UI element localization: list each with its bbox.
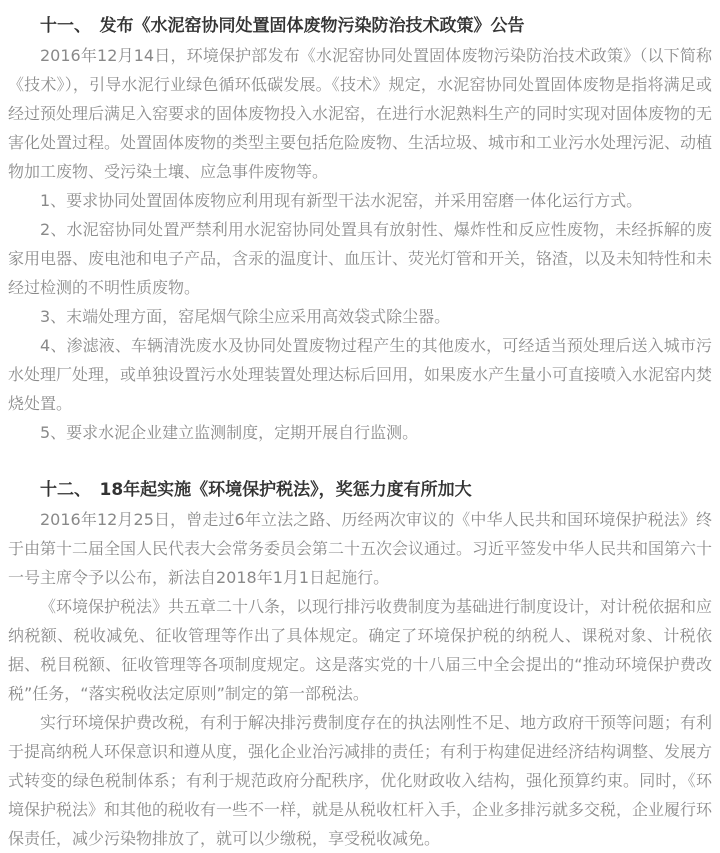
section-12-paragraph-2: 《环境保护税法》共五章二十八条，以现行排污收费制度为基础进行制度设计，对计税依据和应纳税额、税收减免、征收管理等作出了具体规定。确定了环境保护税的纳税人、课税对象、计税依据、税目税额、征收管理等各项制度规定。这是落实党的十八届三中全会提出的“推动环境保护费改税”任务，“落实税收法定原则”制定的第一部税法。 bbox=[8, 597, 713, 703]
section-11-item-4: 4、渗滤液、车辆清洗废水及协同处置废物过程产生的其他废水，可经适当预处理后送入城市污水处理厂处理，或单独设置污水处理装置处理达标后回用，如果废水产生量小可直接喷入水泥窑内焚烧处置。 bbox=[8, 336, 713, 413]
section-divider-space bbox=[8, 447, 712, 476]
section-12-paragraph-1: 2016年12月25日，曾走过6年立法之路、历经两次审议的《中华人民共和国环境保护税法》终于由第十二届全国人民代表大会常务委员会第二十五次会议通过。习近平签发中华人民共和国第六十一号主席令予以公布，新法自2018年1月1日起施行。 bbox=[8, 510, 713, 587]
section-12-paragraph-3: 实行环境保护费改税，有利于解决排污费制度存在的执法刚性不足、地方政府干预等问题；有利于提高纳税人环保意识和遵从度，强化企业治污减排的责任；有利于构建促进经济结构调整、发展方式转变的绿色税制体系；有利于规范政府分配秩序，优化财政收入结构，强化预算约束。同时，《环境保护税法》和其他的税收有一些不一样，就是从税收杠杆入手，企业多排污就多交税，企业履行环保责任，减少污染物排放了，就可以少缴税，享受税收减免。 bbox=[8, 713, 713, 848]
section-11-item-5: 5、要求水泥企业建立监测制度，定期开展自行监测。 bbox=[40, 423, 419, 442]
section-11-title: 十一、 发布《水泥窑协同处置固体废物污染防治技术政策》公告 bbox=[40, 16, 525, 36]
section-11-item-3: 3、末端处理方面，窑尾烟气除尘应采用高效袋式除尘器。 bbox=[40, 307, 451, 326]
section-11 bbox=[8, 12, 712, 447]
section-12 bbox=[8, 476, 712, 853]
section-11-item-2: 2、水泥窑协同处置严禁利用水泥窑协同处置具有放射性、爆炸性和反应性废物，未经拆解的废家用电器、废电池和电子产品，含汞的温度计、血压计、荧光灯管和开关，铬渣，以及未知特性和未经过检测的不明性质废物。 bbox=[8, 220, 713, 297]
section-11-item-1: 1、要求协同处置固体废物应利用现有新型干法水泥窑，并采用窑磨一体化运行方式。 bbox=[40, 191, 643, 210]
section-11-intro-paragraph: 2016年12月14日，环境保护部发布《水泥窑协同处置固体废物污染防治技术政策》（以下简称《技术》），引导水泥行业绿色循环低碳发展。《技术》规定，水泥窑协同处置固体废物是指将满足或经过预处理后满足入窑要求的固体废物投入水泥窑，在进行水泥熟料生产的同时实现对固体废物的无害化处置过程。处置固体废物的类型主要包括危险废物、生活垃圾、城市和工业污水处理污泥、动植物加工废物、受污染土壤、应急事件废物等。 bbox=[8, 46, 713, 181]
section-12-title: 十二、 18年起实施《环境保护税法》，奖惩力度有所加大 bbox=[40, 480, 472, 500]
